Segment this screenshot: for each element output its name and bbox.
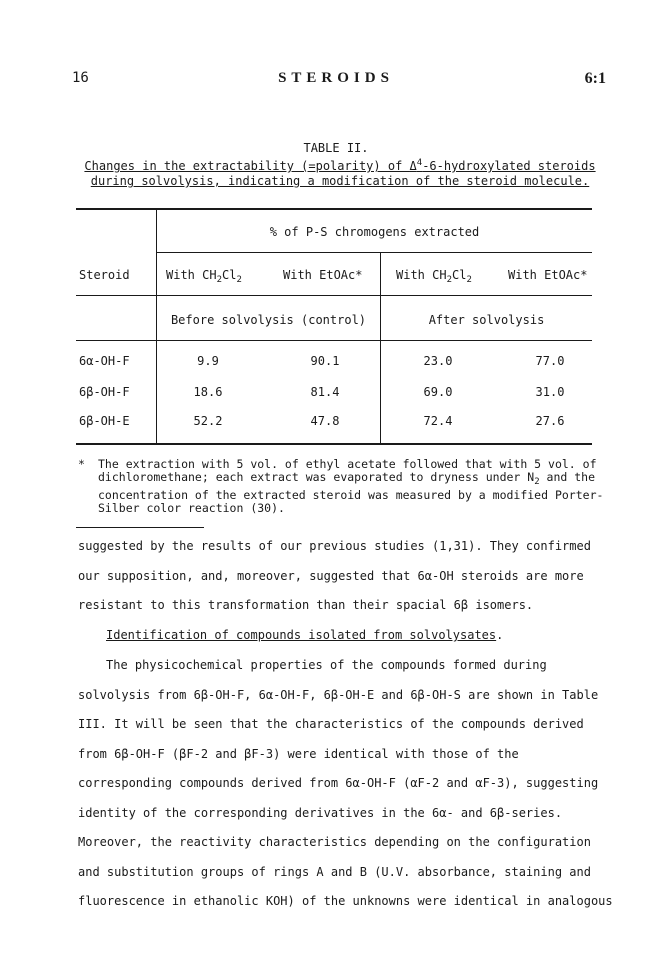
- volume-number: 6:1: [584, 70, 606, 87]
- table-cell: 23.0: [423, 354, 453, 368]
- steroid-name: 6α-OH-F: [79, 354, 130, 368]
- table-cell: 27.6: [535, 414, 565, 428]
- group-after-solvolysis: After solvolysis: [428, 313, 545, 327]
- table-cell: 69.0: [423, 385, 453, 399]
- col-ch2cl2-after-header: With $CH_2Cl_2$: [396, 268, 472, 285]
- table-label: TABLE II.: [303, 141, 369, 155]
- table-caption: Changes in the extractability (=polarity) of $\Delta^4-6$-hydroxylated steroids during solvolysis, indicating a modification of the steroid molecule.: [84, 158, 596, 188]
- table-top-rule: [76, 208, 592, 210]
- steroid-column-header: Steroid: [79, 268, 130, 282]
- spanner-rule: [156, 252, 592, 253]
- body-paragraph: The physicochemical properties of the compounds formed during solvolysis from 6β-OH-F, 6α-OH-F, 6β-OH-E and 6β-OH-S are shown in Table III. It will be seen that the characteristics of the compounds derived from 6β-OH-F (βF-2 and βF-3) were identical with those of the corresponding compounds derived from 6α-OH-F (αF-2 and αF-3), suggesting identity of the corresponding derivatives in the 6α- and 6β-series. Moreover, the reactivity characteristics depending on the configuration and substitution groups of rings A and B (U.V. absorbance, staining and fluorescence in ethanolic KOH) of the unknowns were identical in analogous: [78, 658, 613, 908]
- footnote-separator: [76, 527, 204, 528]
- table-cell: 47.8: [310, 414, 340, 428]
- column-header-rule: [76, 295, 592, 296]
- col-etoac-after-header: With EtOAc*: [508, 268, 588, 282]
- table-cell: 52.2: [193, 414, 223, 428]
- section-subheading: Identification of compounds isolated from solvolysates.: [106, 628, 504, 642]
- table-cell: 81.4: [310, 385, 340, 399]
- group-header-rule: [76, 340, 592, 341]
- group-divider: [380, 252, 381, 444]
- table-cell: 72.4: [423, 414, 453, 428]
- steroid-name: 6β-OH-F: [79, 385, 130, 399]
- group-before-solvolysis: Before solvolysis (control): [170, 313, 367, 327]
- footnote-text: The extraction with 5 vol. of ethyl acetate followed that with 5 vol. of dichloromethane; each extract was evaporated to dryness under $N_2$ and the concentration of the extracted steroid was measured by a modified Porter-Silber color reaction (30).: [98, 457, 604, 515]
- footnote-marker: *: [78, 457, 85, 471]
- spanner-heading: % of P-S chromogens extracted: [269, 225, 480, 239]
- running-title: STEROIDS: [278, 70, 394, 86]
- page-number: 16: [72, 70, 89, 86]
- table-cell: 31.0: [535, 385, 565, 399]
- body-paragraph: suggested by the results of our previous studies (1,31). They confirmed our supposition, and, moreover, suggested that 6α-OH steroids are more resistant to this transformation than their spacial 6β isomers.: [78, 539, 591, 612]
- col-etoac-before-header: With EtOAc*: [283, 268, 363, 282]
- table-footnote: [78, 458, 608, 515]
- col-ch2cl2-before-header: With $CH_2Cl_2$: [166, 268, 242, 285]
- table-cell: 18.6: [193, 385, 223, 399]
- table-bottom-rule: [76, 443, 592, 445]
- steroid-name: 6β-OH-E: [79, 414, 130, 428]
- table-cell: 9.9: [197, 354, 219, 368]
- table-cell: 77.0: [535, 354, 565, 368]
- table-cell: 90.1: [310, 354, 340, 368]
